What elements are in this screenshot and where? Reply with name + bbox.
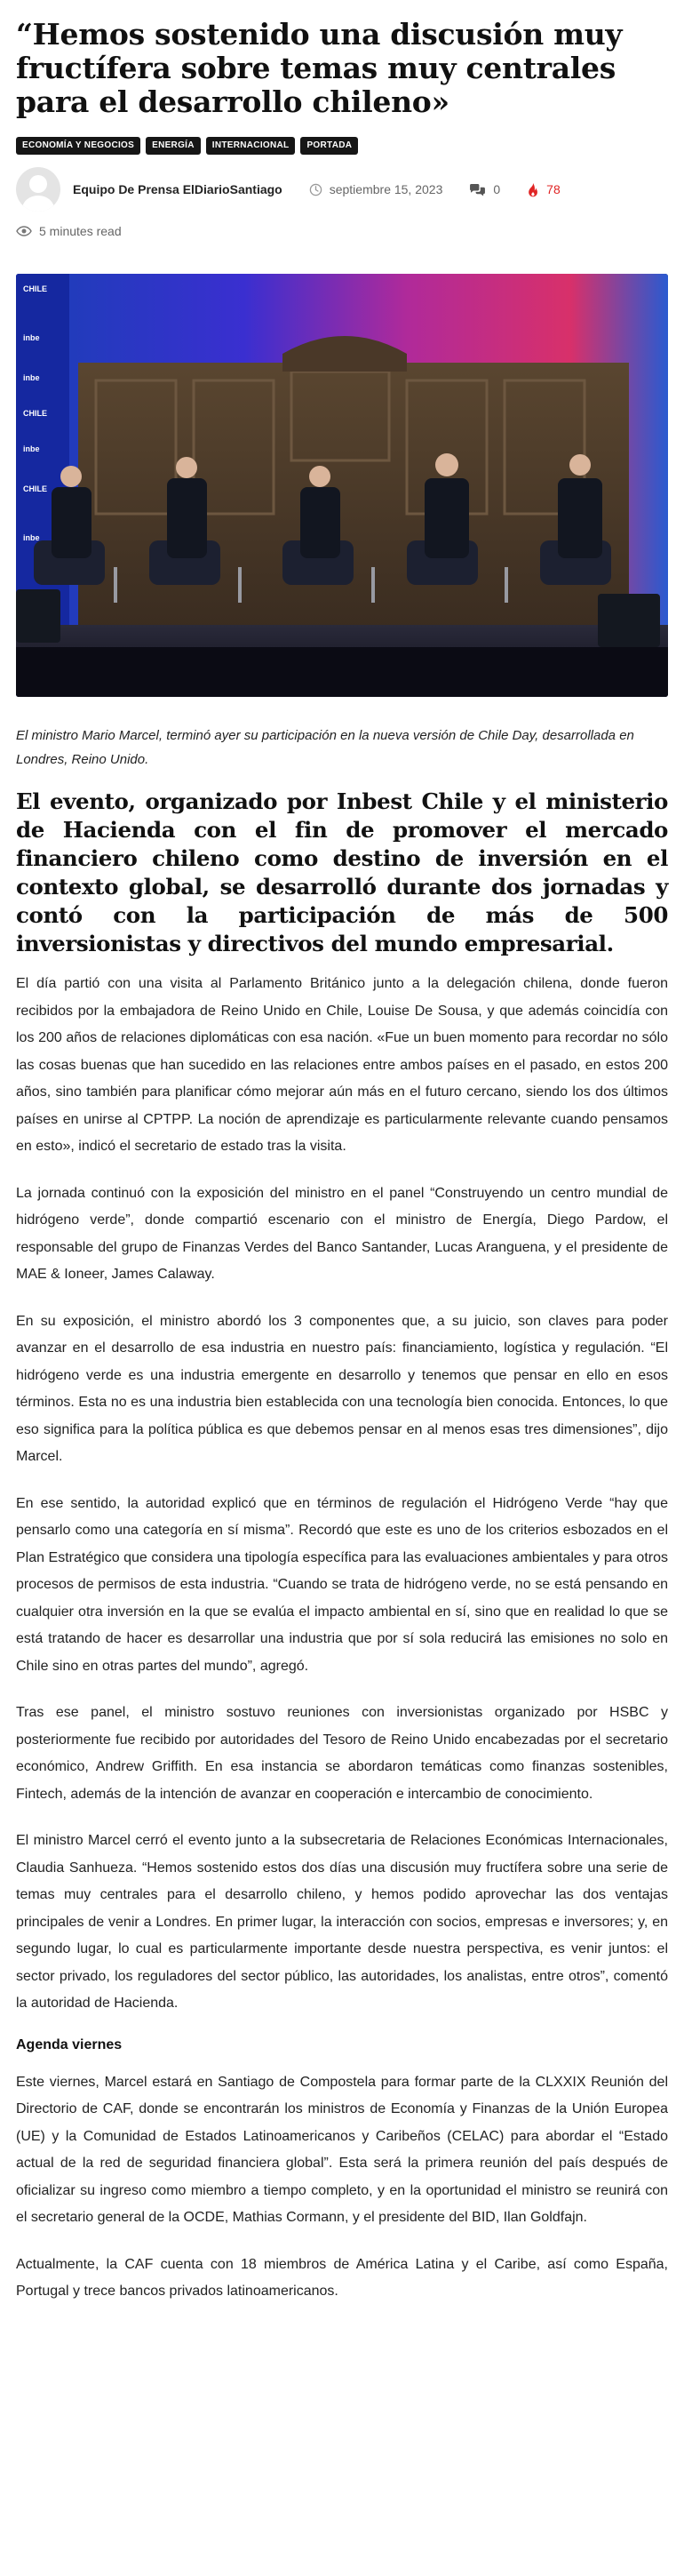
svg-text:CHILE: CHILE: [23, 284, 47, 293]
hero-image[interactable]: [16, 274, 668, 697]
image-caption: El ministro Mario Marcel, terminó ayer su participación en la nueva versión de Chile Day, desarrollada en Londres, Reino Unido.: [16, 728, 634, 767]
svg-text:inbe: inbe: [23, 444, 40, 453]
category-tag[interactable]: INTERNACIONAL: [206, 137, 296, 155]
article-lead: El evento, organizado por Inbest Chile y el ministerio de Hacienda con el fin de promover el mercado financiero chileno como destino de inversión en el contexto global, se desarrolló durante dos jornadas y contó con la participación de más de 500 inversionistas y directivos del mundo empresarial.: [16, 788, 668, 956]
paragraph: En su exposición, el ministro abordó los 3 componentes que, a su juicio, son claves para poder avanzar en el desarrollo de esa industria en nuestro país: financiamiento, logística y regulación. “El hidrógeno verde es una industria emergente en desarrollo y tenemos que pensar en ello en esos términos. Esta no es una industria bien establecida con una tecnología bien conocida. Entonces, lo que eso significa para la política pública es que debemos pensar en al menos esas tres dimensiones”, dijo Marcel.: [16, 1313, 668, 1464]
svg-text:inbe: inbe: [23, 533, 40, 542]
section-subheading: Agenda viernes: [16, 2036, 123, 2052]
hot-meta: [527, 182, 561, 197]
hero-photo: [16, 274, 668, 697]
paragraph: Tras ese panel, el ministro sostuvo reuniones con inversionistas organizado por HSBC y posteriormente fue recibido por autoridades del Tesoro de Reino Unido encabezadas por el secretario económico, Andrew Griffith. En esa instancia se abordaron temáticas como finanzas sostenibles, Fintech, además de la intención de avanzar en cooperación e intercambio de conocimiento.: [16, 1705, 668, 1802]
comments-meta[interactable]: [469, 182, 500, 196]
publish-date: septiembre 15, 2023: [329, 182, 443, 196]
author-avatar[interactable]: [16, 167, 60, 212]
paragraph: La jornada continuó con la exposición del ministro en el panel “Construyendo un centro mundial de hidrógeno verde”, donde compartió escenario con el ministro de Energía, Diego Pardow, el responsable del grupo de Finanzas Verdes del Banco Santander, Lucas Aranguena, y el presidente de MAE & Ioneer, James Calaway.: [16, 1185, 668, 1282]
comments-icon: [469, 183, 486, 196]
clock-icon: [309, 183, 322, 196]
read-time: [16, 224, 668, 238]
paragraph: Este viernes, Marcel estará en Santiago de Compostela para formar parte de la CLXXIX Reunión del Directorio de CAF, donde se encontrarán los ministros de Economía y Finanzas de la Unión Europea (UE) y la Comunidad de Estados Latinoamericanos y Caribeños (CELAC) para abordar el “Estado actual de la red de seguridad financiera global”. Esta será la primera reunión del país después de oficializar su ingreso como miembro a tiempo completo, y en la oportunidad el ministro se reunirá con el secretario general de la OCDE, Mathias Cormann, y el presidente del BID, Ilan Goldfajn.: [16, 2074, 668, 2225]
svg-text:CHILE: CHILE: [23, 409, 47, 418]
paragraph: El ministro Marcel cerró el evento junto a la subsecretaria de Relaciones Económicas Internacionales, Claudia Sanhueza. “Hemos sostenido estos dos días una discusión muy fructífera sobre una serie de temas muy centrales para el desarrollo chileno, y hemos podido aprovechar las dos ventajas principales de venir a Londres. En primer lugar, la interacción con socios, empresas e inversores; y, en segundo lugar, lo cual es particularmente importante desde nuestra perspectiva, es venir juntos: el sector privado, los reguladores del sector público, las autoridades, los analistas, entre otros”, comentó la autoridad de Hacienda.: [16, 1833, 668, 2011]
author-name[interactable]: Equipo De Prensa ElDiarioSantiago: [73, 182, 282, 196]
category-tag[interactable]: ENERGÍA: [146, 137, 201, 155]
category-tag[interactable]: PORTADA: [300, 137, 358, 155]
article-container: [0, 18, 684, 2306]
paragraph: En ese sentido, la autoridad explicó que en términos de regulación el Hidrógeno Verde “hay que pensarlo como una categoría en sí misma”. Recordó que este es uno de los criterios esbozados en el Plan Estratégico que considera una tipología específica para las evaluaciones ambientales y para otros procesos de permisos de esta industria. “Cuando se trata de hidrógeno verde, no se está pensando en cualquier otra inversión en la que se evalúa el impacto ambiental en sí, sino que en realidad lo que se está tratando de hacer es desarrollar una industria que por sí sola reducirá las emisiones no solo en Chile sino en otras partes del mundo”, agregó.: [16, 1495, 668, 1674]
comment-count: 0: [493, 182, 501, 196]
paragraph: Actualmente, la CAF cuenta con 18 miembros de América Latina y el Caribe, así como España, Portugal y trece bancos privados latinoamericanos.: [16, 2256, 668, 2299]
eye-icon: [16, 226, 32, 236]
article-title: “Hemos sostenido una discusión muy fructífera sobre temas muy centrales para el desarrollo chileno»: [16, 17, 623, 119]
svg-text:inbe: inbe: [23, 333, 40, 342]
read-time-label: 5 minutes read: [39, 224, 122, 238]
flame-icon: [527, 182, 539, 197]
category-tags: [16, 137, 668, 155]
hot-count: 78: [546, 182, 561, 196]
svg-text:CHILE: CHILE: [23, 484, 47, 493]
article-meta: [16, 167, 668, 212]
svg-text:inbe: inbe: [23, 373, 40, 382]
category-tag[interactable]: ECONOMÍA Y NEGOCIOS: [16, 137, 140, 155]
paragraph: El día partió con una visita al Parlamento Británico junto a la delegación chilena, donde fueron recibidos por la embajadora de Reino Unido en Chile, Louise De Sousa, y que además coincidía con los 200 años de relaciones diplomáticas con esa nación. «Fue un buen momento para recordar no sólo las cosas buenas que han sucedido en las relaciones entre ambos países en el pasado, en estos 200 años, sino también para planificar cómo mejorar aún más en el futuro cercano, siendo los dos últimos países en unirse al CPTPP. La noción de aprendizaje es particularmente relevante cuando pensamos en esto», indicó el secretario de estado tras la visita.: [16, 976, 668, 1154]
date-meta: [309, 182, 443, 196]
